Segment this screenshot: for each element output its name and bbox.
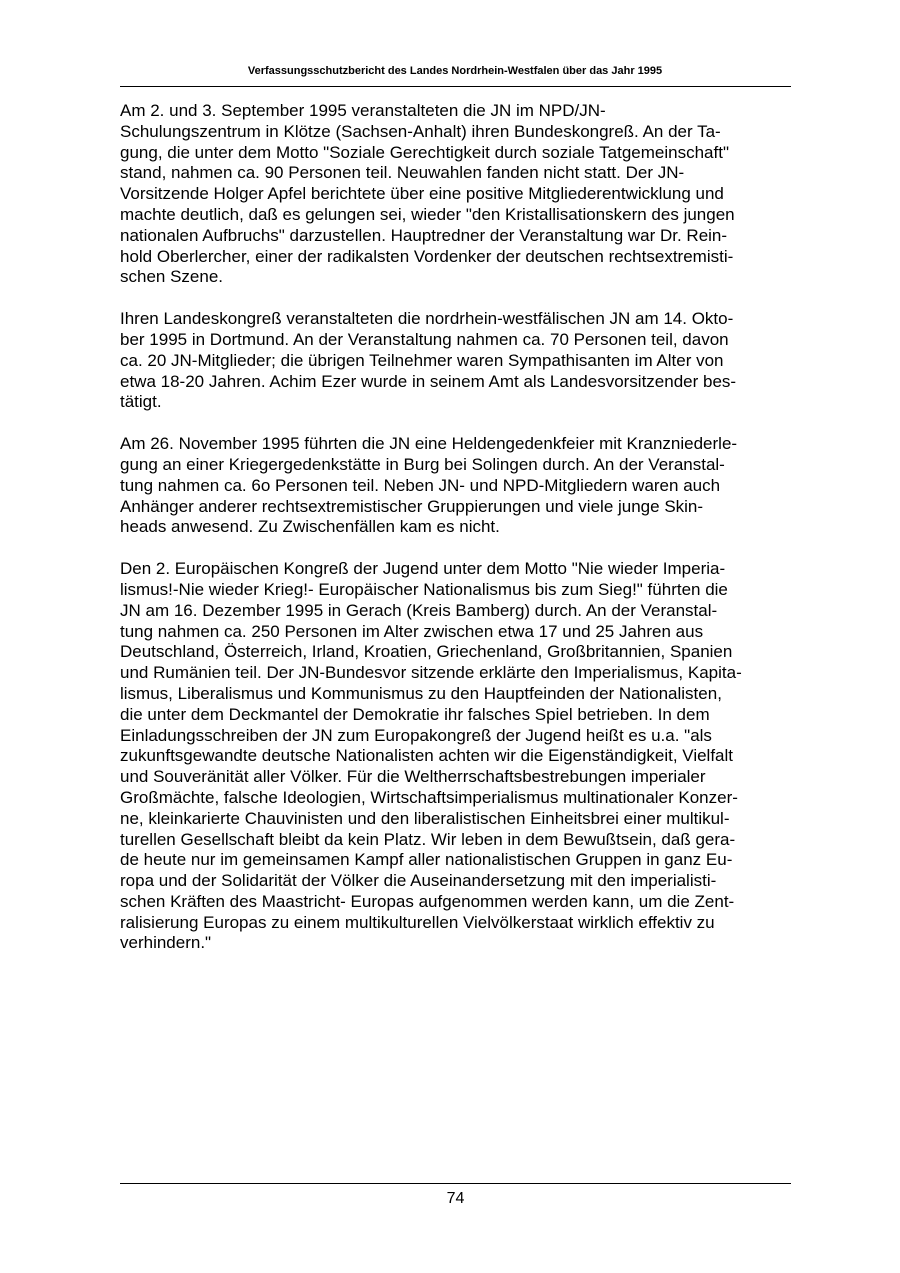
text-line: lismus, Liberalismus und Kommunismus zu den Hauptfeinden der Nationalisten, (120, 683, 722, 703)
paragraph-europaeischer-kongress (120, 559, 792, 954)
text-line: verhindern." (120, 933, 212, 953)
text-line: Schulungszentrum in Klötze (Sachsen-Anhalt) ihren Bundeskongreß. An der Ta- (120, 121, 721, 141)
text-line: Anhänger anderer rechtsextremistischer Gruppierungen und viele junge Skin- (120, 496, 704, 516)
text-line: Vorsitzende Holger Apfel berichtete über eine positive Mitgliederentwicklung und (120, 184, 724, 204)
text-line: tung nahmen ca. 6o Personen teil. Neben JN- und NPD-Mitgliedern waren auch (120, 475, 721, 495)
text-line: Am 26. November 1995 führten die JN eine Heldengedenkfeier mit Kranzniederle- (120, 434, 738, 454)
paragraph-bundeskongress (120, 101, 792, 288)
text-line: ralisierung Europas zu einem multikulturellen Vielvölkerstaat wirklich effektiv zu (120, 912, 715, 932)
text-line: stand, nahmen ca. 90 Personen teil. Neuwahlen fanden nicht statt. Der JN- (120, 163, 685, 183)
text-line: gung, die unter dem Motto "Soziale Gerechtigkeit durch soziale Tatgemeinschaft" (120, 142, 729, 162)
text-line: Am 2. und 3. September 1995 veranstalteten die JN im NPD/JN- (120, 101, 606, 120)
text-line: schen Szene. (120, 267, 224, 287)
paragraph-landeskongress (120, 309, 792, 413)
text-line: und Souveränität aller Völker. Für die Weltherrschaftsbestrebungen imperialer (120, 767, 706, 787)
text-line: etwa 18-20 Jahren. Achim Ezer wurde in seinem Amt als Landesvorsitzender bes- (120, 371, 737, 391)
text-line: Ihren Landeskongreß veranstalteten die nordrhein-westfälischen JN am 14. Okto- (120, 309, 734, 329)
text-line: nationalen Aufbruchs" darzustellen. Hauptredner der Veranstaltung war Dr. Rein- (120, 225, 728, 245)
text-line: heads anwesend. Zu Zwischenfällen kam es nicht. (120, 517, 500, 537)
text-line: Einladungsschreiben der JN zum Europakongreß der Jugend heißt es u.a. "als (120, 725, 712, 745)
text-line: tung nahmen ca. 250 Personen im Alter zwischen etwa 17 und 25 Jahren aus (120, 621, 704, 641)
text-line: die unter dem Deckmantel der Demokratie ihr falsches Spiel betrieben. In dem (120, 704, 710, 724)
text-line: zukunftsgewandte deutsche Nationalisten achten wir die Eigenständigkeit, Vielfalt (120, 746, 734, 766)
text-line: machte deutlich, daß es gelungen sei, wieder "den Kristallisationskern des jungen (120, 204, 735, 224)
text-line: Den 2. Europäischen Kongreß der Jugend unter dem Motto "Nie wieder Imperia- (120, 559, 726, 579)
footer-divider (120, 1183, 791, 1184)
text-line: und Rumänien teil. Der JN-Bundesvor sitzende erklärte den Imperialismus, Kapita- (120, 663, 742, 683)
text-line: de heute nur im gemeinsamen Kampf aller nationalistischen Gruppen in ganz Eu- (120, 850, 733, 870)
body-text (120, 101, 792, 975)
text-line: gung an einer Kriegergedenkstätte in Burg bei Solingen durch. An der Veranstal- (120, 454, 725, 474)
header-divider (120, 86, 791, 87)
running-header: Verfassungsschutzbericht des Landes Nordrhein-Westfalen über das Jahr 1995 (247, 65, 663, 77)
text-line: lismus!-Nie wieder Krieg!- Europäischer Nationalismus bis zum Sieg!" führten die (120, 579, 728, 599)
text-line: Deutschland, Österreich, Irland, Kroatien, Griechenland, Großbritannien, Spanien (120, 642, 733, 662)
page-number: 74 (446, 1190, 465, 1207)
text-line: tätigt. (120, 392, 162, 412)
text-line: ca. 20 JN-Mitglieder; die übrigen Teilnehmer waren Sympathisanten im Alter von (120, 350, 724, 370)
text-line: ropa und der Solidarität der Völker die Auseinandersetzung mit den imperialisti- (120, 871, 717, 891)
text-line: Großmächte, falsche Ideologien, Wirtschaftsimperialismus multinationaler Konzer- (120, 787, 738, 807)
text-line: hold Oberlercher, einer der radikalsten Vordenker der deutschen rechtsextremisti- (120, 246, 734, 266)
text-line: ber 1995 in Dortmund. An der Veranstaltung nahmen ca. 70 Personen teil, davon (120, 329, 729, 349)
text-line: JN am 16. Dezember 1995 in Gerach (Kreis Bamberg) durch. An der Veranstal- (120, 600, 718, 620)
text-line: turellen Gesellschaft bleibt da kein Platz. Wir leben in dem Bewußtsein, daß gera- (120, 829, 736, 849)
text-line: schen Kräften des Maastricht- Europas aufgenommen werden kann, um die Zent- (120, 891, 735, 911)
text-line: ne, kleinkarierte Chauvinisten und den liberalistischen Einheitsbrei einer multikul- (120, 808, 730, 828)
paragraph-heldengedenkfeier (120, 434, 792, 538)
